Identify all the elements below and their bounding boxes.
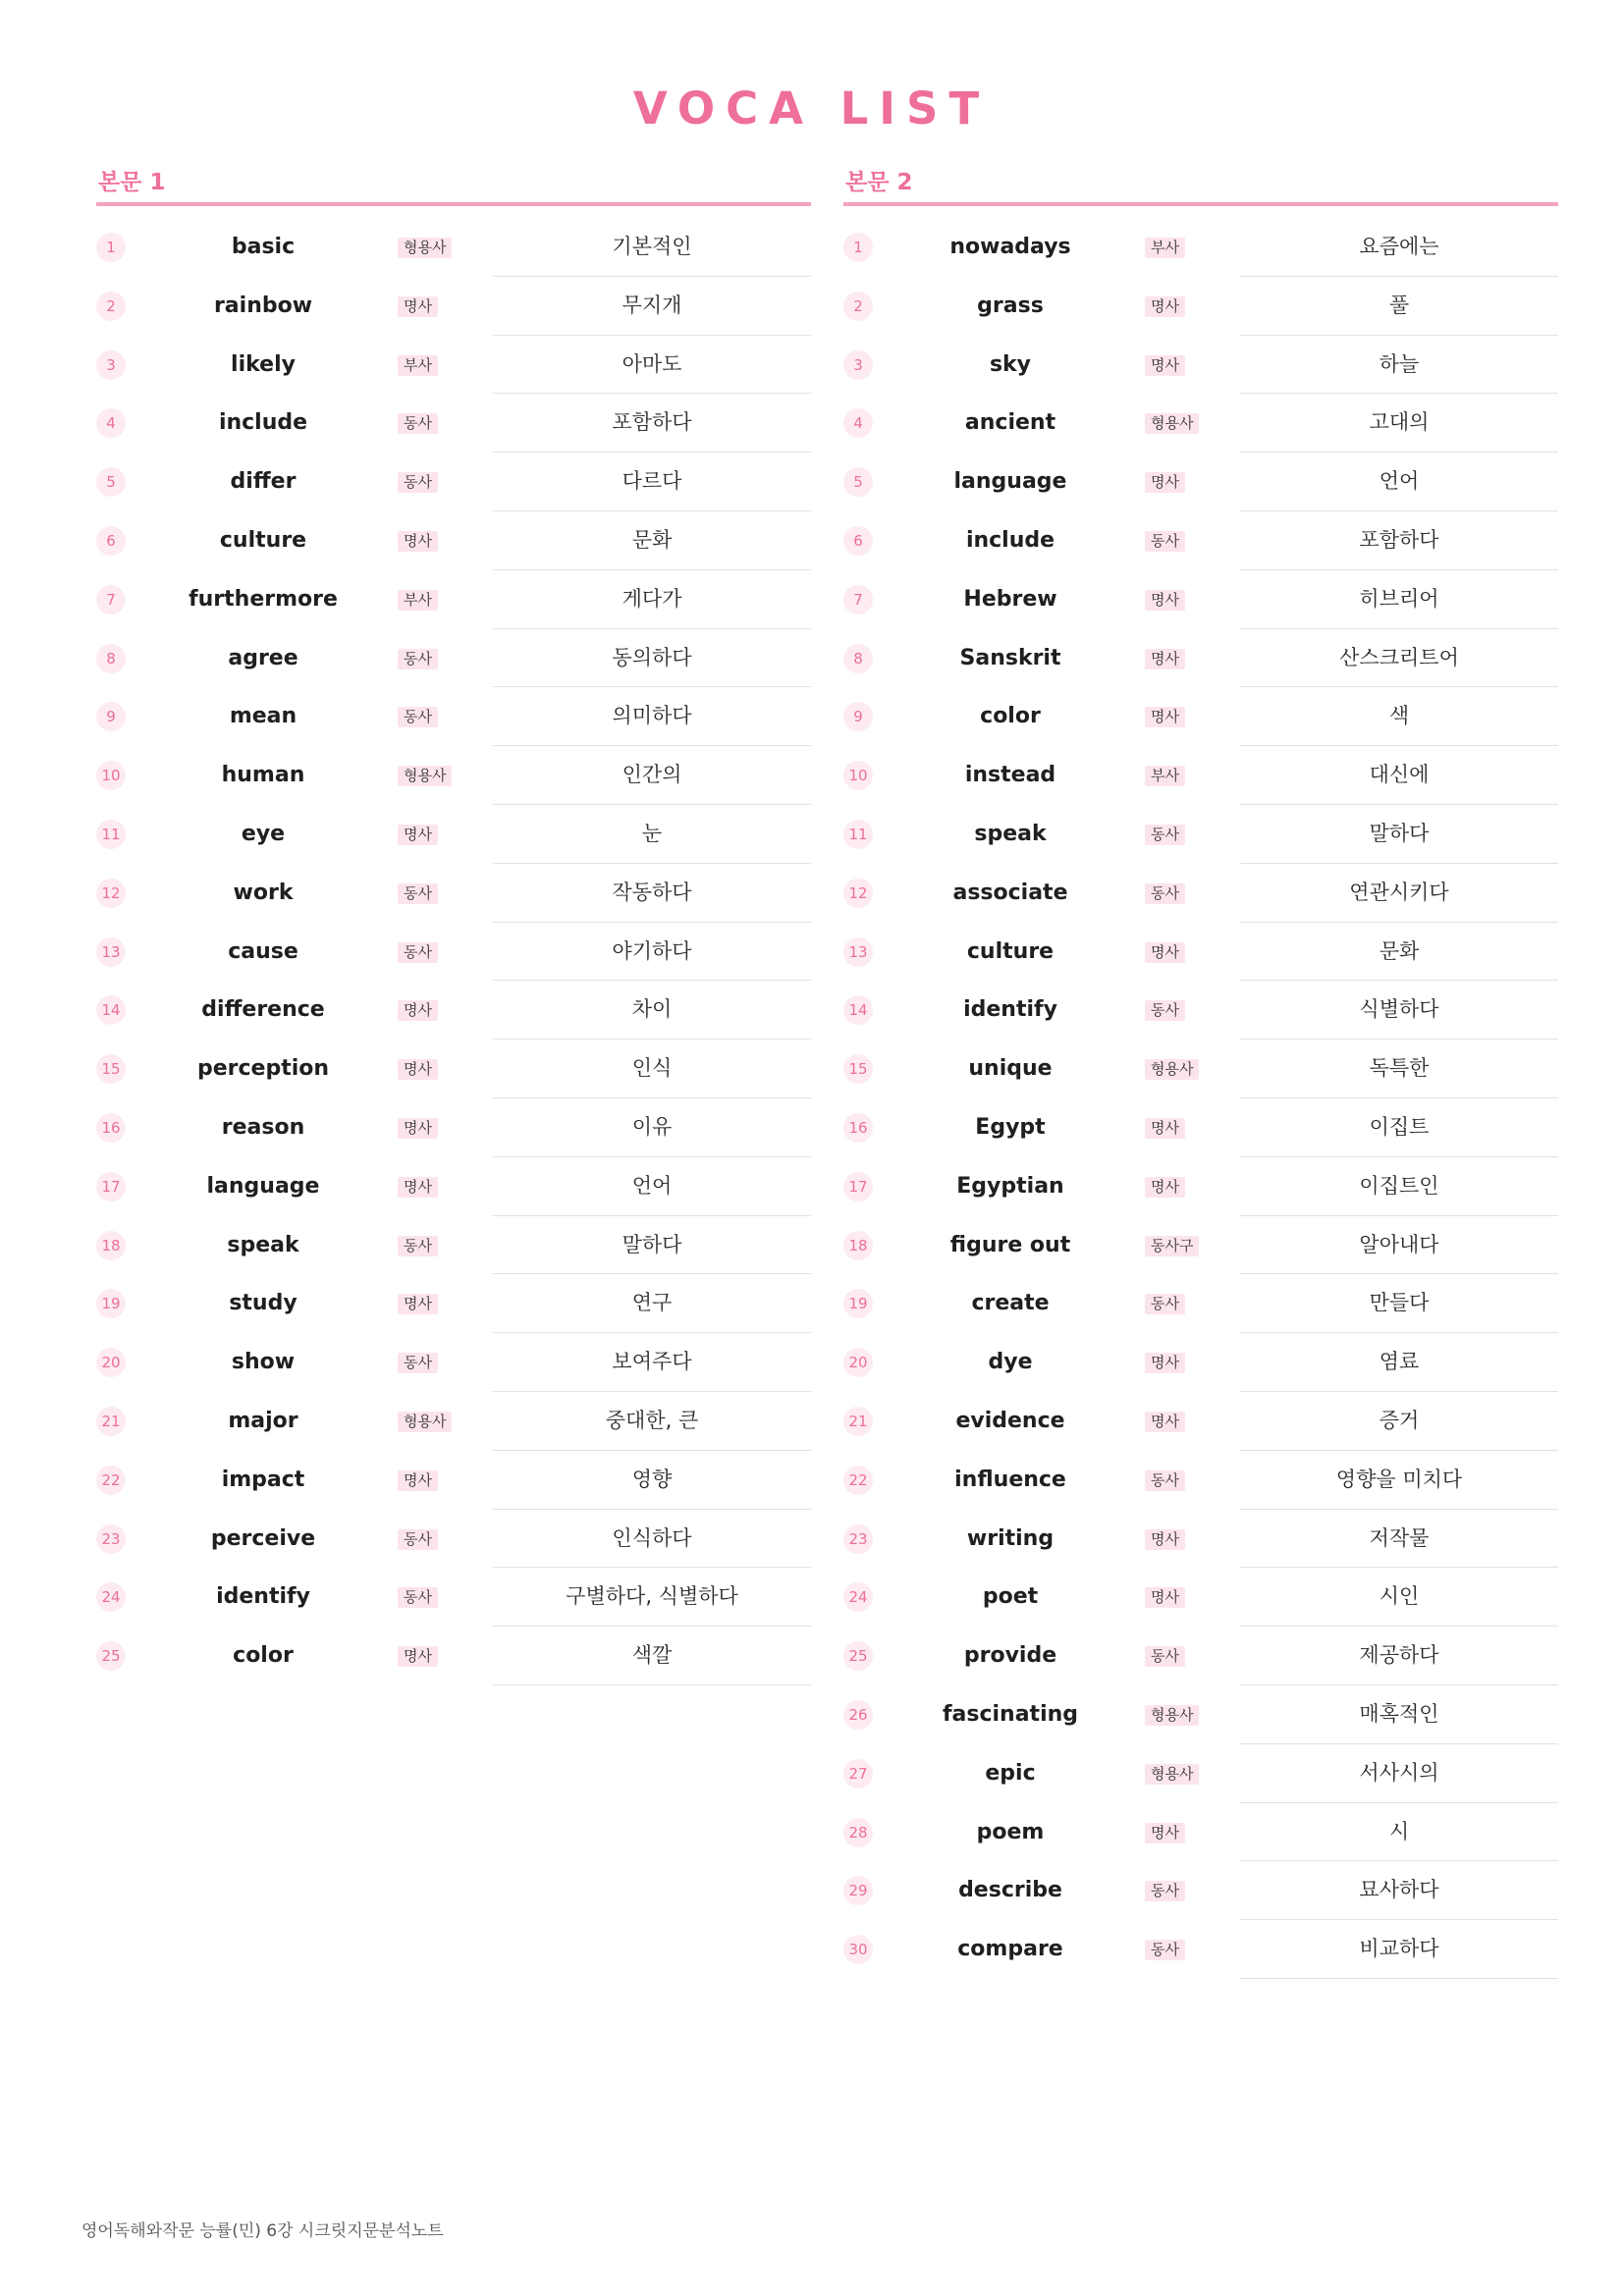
section-text-1 bbox=[96, 165, 811, 1685]
item-number: 7 bbox=[843, 585, 873, 614]
item-number: 24 bbox=[96, 1582, 126, 1612]
item-number: 1 bbox=[96, 233, 126, 262]
vocab-word: poem bbox=[976, 1819, 1045, 1844]
vocab-meaning: 증거 bbox=[1240, 1392, 1558, 1451]
vocab-row bbox=[843, 1744, 1558, 1803]
vocab-meaning: 동의하다 bbox=[493, 629, 811, 688]
part-of-speech-badge: 명사 bbox=[398, 1646, 438, 1667]
item-number: 23 bbox=[843, 1524, 873, 1554]
vocab-word: basic bbox=[231, 235, 296, 259]
item-number: 11 bbox=[843, 820, 873, 849]
part-of-speech-badge: 명사 bbox=[398, 531, 438, 552]
vocab-row bbox=[96, 394, 811, 453]
vocab-word: fascinating bbox=[942, 1701, 1079, 1727]
item-number: 22 bbox=[96, 1466, 126, 1495]
item-number: 2 bbox=[96, 292, 126, 321]
vocab-meaning: 무지개 bbox=[493, 277, 811, 336]
item-number: 7 bbox=[96, 585, 126, 614]
part-of-speech-badge: 명사 bbox=[1145, 1177, 1185, 1198]
part-of-speech-badge: 동사 bbox=[1145, 1000, 1185, 1021]
vocab-word: difference bbox=[201, 997, 325, 1023]
section-text-2 bbox=[843, 165, 1558, 1979]
part-of-speech-badge: 동사구 bbox=[1145, 1236, 1199, 1256]
vocab-row bbox=[843, 687, 1558, 746]
vocab-row bbox=[843, 923, 1558, 982]
vocab-row bbox=[96, 1157, 811, 1216]
item-number: 21 bbox=[96, 1407, 126, 1436]
vocab-row bbox=[843, 1685, 1558, 1744]
vocab-word: include bbox=[965, 527, 1055, 553]
part-of-speech-badge: 형용사 bbox=[398, 766, 452, 786]
part-of-speech-badge: 부사 bbox=[1145, 766, 1185, 786]
vocab-word: perceive bbox=[210, 1525, 316, 1551]
vocab-row bbox=[96, 1216, 811, 1275]
vocab-meaning: 대신에 bbox=[1240, 746, 1558, 805]
item-number: 29 bbox=[843, 1876, 873, 1905]
vocab-list bbox=[843, 218, 1558, 1979]
part-of-speech-badge: 동사 bbox=[398, 1236, 438, 1256]
vocab-row bbox=[843, 746, 1558, 805]
vocab-word: culture bbox=[219, 527, 307, 553]
vocab-row bbox=[843, 1568, 1558, 1627]
part-of-speech-badge: 동사 bbox=[398, 472, 438, 493]
vocab-meaning: 하늘 bbox=[1240, 336, 1558, 395]
vocab-row bbox=[96, 277, 811, 336]
vocab-meaning: 산스크리트어 bbox=[1240, 629, 1558, 688]
vocab-word: reason bbox=[221, 1114, 305, 1140]
part-of-speech-badge: 동사 bbox=[398, 1529, 438, 1550]
part-of-speech-badge: 명사 bbox=[1145, 355, 1185, 376]
vocab-row bbox=[843, 805, 1558, 864]
vocab-word: nowadays bbox=[949, 235, 1071, 259]
vocab-meaning: 만들다 bbox=[1240, 1274, 1558, 1333]
vocab-word: differ bbox=[230, 469, 297, 495]
item-number: 9 bbox=[843, 702, 873, 731]
vocab-word: Hebrew bbox=[963, 586, 1057, 612]
vocab-row bbox=[843, 511, 1558, 570]
vocab-word: speak bbox=[974, 821, 1047, 846]
vocab-word: ancient bbox=[964, 410, 1056, 436]
vocab-row bbox=[843, 570, 1558, 629]
vocab-word: create bbox=[971, 1291, 1050, 1316]
vocab-row bbox=[96, 1451, 811, 1510]
part-of-speech-badge: 부사 bbox=[1145, 238, 1185, 258]
vocab-word: language bbox=[953, 469, 1067, 495]
part-of-speech-badge: 동사 bbox=[1145, 1881, 1185, 1901]
part-of-speech-badge: 형용사 bbox=[398, 1412, 452, 1432]
item-number: 8 bbox=[96, 644, 126, 673]
vocab-meaning: 매혹적인 bbox=[1240, 1685, 1558, 1744]
part-of-speech-badge: 명사 bbox=[1145, 1118, 1185, 1139]
vocab-word: poet bbox=[982, 1584, 1039, 1610]
section-divider bbox=[843, 202, 1558, 206]
vocab-row bbox=[96, 687, 811, 746]
vocab-meaning: 야기하다 bbox=[493, 923, 811, 982]
item-number: 25 bbox=[843, 1641, 873, 1671]
vocab-row bbox=[96, 629, 811, 688]
vocab-row bbox=[843, 1098, 1558, 1157]
vocab-word: epic bbox=[985, 1760, 1036, 1786]
vocab-row bbox=[96, 1627, 811, 1685]
vocab-row bbox=[96, 218, 811, 277]
item-number: 17 bbox=[843, 1172, 873, 1201]
vocab-list bbox=[96, 218, 811, 1685]
vocab-meaning: 다르다 bbox=[493, 453, 811, 511]
item-number: 30 bbox=[843, 1935, 873, 1964]
vocab-row bbox=[96, 1040, 811, 1098]
vocab-meaning: 히브리어 bbox=[1240, 570, 1558, 629]
vocab-meaning: 염료 bbox=[1240, 1333, 1558, 1392]
item-number: 2 bbox=[843, 292, 873, 321]
item-number: 8 bbox=[843, 644, 873, 673]
vocab-meaning: 중대한, 큰 bbox=[493, 1392, 811, 1451]
vocab-word: writing bbox=[966, 1525, 1055, 1551]
vocab-row bbox=[96, 1568, 811, 1627]
vocab-row bbox=[843, 453, 1558, 511]
vocab-row bbox=[96, 981, 811, 1040]
vocab-meaning: 아마도 bbox=[493, 336, 811, 395]
vocab-meaning: 영향을 미치다 bbox=[1240, 1451, 1558, 1510]
vocab-word: unique bbox=[968, 1056, 1053, 1082]
vocab-word: figure out bbox=[949, 1232, 1071, 1257]
section-divider bbox=[96, 202, 811, 206]
item-number: 23 bbox=[96, 1524, 126, 1554]
part-of-speech-badge: 명사 bbox=[398, 825, 438, 845]
vocab-row bbox=[843, 1803, 1558, 1862]
part-of-speech-badge: 동사 bbox=[398, 649, 438, 669]
part-of-speech-badge: 동사 bbox=[1145, 1470, 1185, 1491]
vocab-row bbox=[843, 864, 1558, 923]
vocab-row bbox=[843, 1333, 1558, 1392]
vocab-word: perception bbox=[196, 1056, 330, 1082]
part-of-speech-badge: 명사 bbox=[1145, 1823, 1185, 1843]
vocab-row bbox=[843, 336, 1558, 395]
vocab-meaning: 제공하다 bbox=[1240, 1627, 1558, 1685]
vocab-meaning: 의미하다 bbox=[493, 687, 811, 746]
vocab-meaning: 문화 bbox=[1240, 923, 1558, 982]
vocab-row bbox=[843, 1627, 1558, 1685]
part-of-speech-badge: 명사 bbox=[1145, 472, 1185, 493]
item-number: 24 bbox=[843, 1582, 873, 1612]
item-number: 26 bbox=[843, 1700, 873, 1730]
vocab-row bbox=[843, 1274, 1558, 1333]
part-of-speech-badge: 명사 bbox=[398, 1118, 438, 1139]
part-of-speech-badge: 동사 bbox=[398, 883, 438, 904]
item-number: 15 bbox=[96, 1054, 126, 1084]
part-of-speech-badge: 명사 bbox=[398, 296, 438, 317]
vocab-word: culture bbox=[966, 938, 1055, 964]
vocab-word: provide bbox=[963, 1643, 1057, 1669]
vocab-word: likely bbox=[231, 351, 296, 377]
item-number: 17 bbox=[96, 1172, 126, 1201]
vocab-meaning: 차이 bbox=[493, 981, 811, 1040]
vocab-word: speak bbox=[227, 1232, 299, 1257]
part-of-speech-badge: 명사 bbox=[1145, 590, 1185, 611]
vocab-word: work bbox=[233, 880, 294, 905]
vocab-row bbox=[96, 864, 811, 923]
vocab-meaning: 시 bbox=[1240, 1803, 1558, 1862]
vocab-meaning: 이집트인 bbox=[1240, 1157, 1558, 1216]
vocab-meaning: 영향 bbox=[493, 1451, 811, 1510]
vocab-meaning: 저작물 bbox=[1240, 1510, 1558, 1569]
vocab-meaning: 작동하다 bbox=[493, 864, 811, 923]
vocab-meaning: 식별하다 bbox=[1240, 981, 1558, 1040]
part-of-speech-badge: 명사 bbox=[398, 1177, 438, 1198]
item-number: 27 bbox=[843, 1759, 873, 1789]
vocab-meaning: 이유 bbox=[493, 1098, 811, 1157]
vocab-meaning: 인간의 bbox=[493, 746, 811, 805]
vocab-meaning: 비교하다 bbox=[1240, 1920, 1558, 1979]
part-of-speech-badge: 형용사 bbox=[1145, 1764, 1199, 1785]
page-title: VOCA LIST bbox=[632, 82, 991, 134]
part-of-speech-badge: 동사 bbox=[398, 1353, 438, 1373]
vocab-row bbox=[843, 1157, 1558, 1216]
vocab-meaning: 구별하다, 식별하다 bbox=[493, 1568, 811, 1627]
item-number: 20 bbox=[96, 1348, 126, 1377]
item-number: 3 bbox=[96, 350, 126, 380]
vocab-row bbox=[96, 570, 811, 629]
item-number: 6 bbox=[96, 526, 126, 556]
vocab-word: color bbox=[233, 1643, 294, 1669]
part-of-speech-badge: 명사 bbox=[1145, 1587, 1185, 1608]
item-number: 5 bbox=[96, 467, 126, 497]
part-of-speech-badge: 명사 bbox=[1145, 707, 1185, 727]
item-number: 14 bbox=[843, 995, 873, 1025]
vocab-row bbox=[96, 805, 811, 864]
vocab-word: major bbox=[228, 1408, 298, 1433]
part-of-speech-badge: 부사 bbox=[398, 590, 438, 611]
item-number: 4 bbox=[843, 408, 873, 438]
vocab-meaning: 말하다 bbox=[1240, 805, 1558, 864]
vocab-meaning: 알아내다 bbox=[1240, 1216, 1558, 1275]
vocab-row bbox=[96, 511, 811, 570]
vocab-row bbox=[843, 1861, 1558, 1920]
item-number: 18 bbox=[96, 1231, 126, 1260]
vocab-word: grass bbox=[977, 293, 1044, 318]
part-of-speech-badge: 동사 bbox=[398, 1587, 438, 1608]
part-of-speech-badge: 동사 bbox=[1145, 1646, 1185, 1667]
item-number: 3 bbox=[843, 350, 873, 380]
vocab-row bbox=[96, 453, 811, 511]
section-heading: 본문 2 bbox=[845, 170, 913, 195]
part-of-speech-badge: 형용사 bbox=[398, 238, 452, 258]
item-number: 12 bbox=[96, 879, 126, 908]
part-of-speech-badge: 동사 bbox=[398, 413, 438, 434]
vocab-meaning: 독특한 bbox=[1240, 1040, 1558, 1098]
vocab-row bbox=[843, 394, 1558, 453]
vocab-row bbox=[843, 1216, 1558, 1275]
vocab-meaning: 언어 bbox=[1240, 453, 1558, 511]
part-of-speech-badge: 형용사 bbox=[1145, 413, 1199, 434]
vocab-word: identify bbox=[963, 997, 1057, 1023]
part-of-speech-badge: 명사 bbox=[398, 1294, 438, 1314]
item-number: 9 bbox=[96, 702, 126, 731]
vocab-row bbox=[843, 1920, 1558, 1979]
vocab-row bbox=[843, 981, 1558, 1040]
part-of-speech-badge: 명사 bbox=[1145, 1353, 1185, 1373]
part-of-speech-badge: 명사 bbox=[1145, 1412, 1185, 1432]
vocab-meaning: 게다가 bbox=[493, 570, 811, 629]
vocab-word: language bbox=[206, 1173, 320, 1199]
vocab-meaning: 포함하다 bbox=[493, 394, 811, 453]
part-of-speech-badge: 부사 bbox=[398, 355, 438, 376]
vocab-meaning: 문화 bbox=[493, 511, 811, 570]
vocab-row bbox=[843, 629, 1558, 688]
vocab-word: associate bbox=[952, 880, 1068, 905]
vocab-word: sky bbox=[989, 351, 1032, 377]
vocab-word: influence bbox=[954, 1467, 1066, 1492]
vocab-row bbox=[96, 923, 811, 982]
item-number: 11 bbox=[96, 820, 126, 849]
vocab-row bbox=[96, 1333, 811, 1392]
section-heading: 본문 1 bbox=[98, 170, 166, 195]
vocab-word: Sanskrit bbox=[959, 645, 1061, 670]
item-number: 15 bbox=[843, 1054, 873, 1084]
item-number: 21 bbox=[843, 1407, 873, 1436]
item-number: 13 bbox=[843, 937, 873, 967]
vocab-meaning: 묘사하다 bbox=[1240, 1861, 1558, 1920]
vocab-row bbox=[843, 1510, 1558, 1569]
vocab-row bbox=[843, 1040, 1558, 1098]
vocab-meaning: 기본적인 bbox=[493, 218, 811, 277]
part-of-speech-badge: 명사 bbox=[1145, 296, 1185, 317]
item-number: 1 bbox=[843, 233, 873, 262]
part-of-speech-badge: 형용사 bbox=[1145, 1705, 1199, 1726]
part-of-speech-badge: 명사 bbox=[1145, 649, 1185, 669]
part-of-speech-badge: 동사 bbox=[1145, 1940, 1185, 1960]
item-number: 14 bbox=[96, 995, 126, 1025]
vocab-word: furthermore bbox=[189, 586, 338, 612]
vocab-word: color bbox=[980, 704, 1041, 729]
vocab-word: compare bbox=[957, 1937, 1063, 1962]
item-number: 16 bbox=[843, 1113, 873, 1143]
vocab-word: dye bbox=[988, 1350, 1033, 1375]
vocab-meaning: 보여주다 bbox=[493, 1333, 811, 1392]
vocab-word: include bbox=[218, 410, 308, 436]
vocab-meaning: 요즘에는 bbox=[1240, 218, 1558, 277]
item-number: 12 bbox=[843, 879, 873, 908]
part-of-speech-badge: 명사 bbox=[398, 1470, 438, 1491]
vocab-row bbox=[96, 746, 811, 805]
item-number: 19 bbox=[843, 1289, 873, 1318]
footer-text: 영어독해와작문 능률(민) 6강 시크릿지문분석노트 bbox=[81, 2221, 444, 2241]
vocab-row bbox=[843, 1392, 1558, 1451]
vocab-word: agree bbox=[228, 645, 298, 670]
item-number: 28 bbox=[843, 1818, 873, 1847]
vocab-word: study bbox=[229, 1291, 298, 1316]
vocab-word: describe bbox=[958, 1878, 1062, 1903]
part-of-speech-badge: 명사 bbox=[398, 1059, 438, 1080]
vocab-meaning: 색 bbox=[1240, 687, 1558, 746]
part-of-speech-badge: 동사 bbox=[398, 707, 438, 727]
item-number: 25 bbox=[96, 1641, 126, 1671]
vocab-word: human bbox=[221, 763, 305, 788]
part-of-speech-badge: 형용사 bbox=[1145, 1059, 1199, 1080]
vocab-meaning: 인식 bbox=[493, 1040, 811, 1098]
item-number: 4 bbox=[96, 408, 126, 438]
vocab-row bbox=[96, 1392, 811, 1451]
part-of-speech-badge: 동사 bbox=[1145, 825, 1185, 845]
part-of-speech-badge: 동사 bbox=[1145, 531, 1185, 552]
vocab-word: cause bbox=[228, 938, 298, 964]
vocab-meaning: 이집트 bbox=[1240, 1098, 1558, 1157]
vocab-word: mean bbox=[229, 704, 298, 729]
vocab-meaning: 포함하다 bbox=[1240, 511, 1558, 570]
vocab-word: identify bbox=[216, 1584, 310, 1610]
vocab-word: instead bbox=[964, 763, 1056, 788]
item-number: 20 bbox=[843, 1348, 873, 1377]
item-number: 16 bbox=[96, 1113, 126, 1143]
item-number: 5 bbox=[843, 467, 873, 497]
vocab-meaning: 연관시키다 bbox=[1240, 864, 1558, 923]
part-of-speech-badge: 명사 bbox=[1145, 942, 1185, 963]
vocab-row bbox=[96, 1510, 811, 1569]
vocab-row bbox=[96, 1098, 811, 1157]
part-of-speech-badge: 동사 bbox=[398, 942, 438, 963]
vocab-row bbox=[843, 218, 1558, 277]
part-of-speech-badge: 명사 bbox=[1145, 1529, 1185, 1550]
vocab-meaning: 연구 bbox=[493, 1274, 811, 1333]
vocab-word: Egyptian bbox=[956, 1173, 1064, 1199]
vocab-meaning: 색깔 bbox=[493, 1627, 811, 1685]
item-number: 22 bbox=[843, 1466, 873, 1495]
part-of-speech-badge: 동사 bbox=[1145, 1294, 1185, 1314]
vocab-row bbox=[96, 1274, 811, 1333]
vocab-word: rainbow bbox=[213, 293, 313, 318]
vocab-row bbox=[96, 336, 811, 395]
item-number: 18 bbox=[843, 1231, 873, 1260]
vocab-meaning: 인식하다 bbox=[493, 1510, 811, 1569]
item-number: 6 bbox=[843, 526, 873, 556]
part-of-speech-badge: 동사 bbox=[1145, 883, 1185, 904]
vocab-word: eye bbox=[241, 821, 286, 846]
vocab-word: impact bbox=[221, 1467, 305, 1492]
item-number: 19 bbox=[96, 1289, 126, 1318]
vocab-meaning: 시인 bbox=[1240, 1568, 1558, 1627]
vocab-meaning: 풀 bbox=[1240, 277, 1558, 336]
vocab-meaning: 말하다 bbox=[493, 1216, 811, 1275]
vocab-word: Egypt bbox=[975, 1114, 1046, 1140]
vocab-word: evidence bbox=[955, 1408, 1065, 1433]
vocab-meaning: 언어 bbox=[493, 1157, 811, 1216]
item-number: 10 bbox=[96, 761, 126, 790]
vocab-meaning: 서사시의 bbox=[1240, 1744, 1558, 1803]
vocab-row bbox=[843, 1451, 1558, 1510]
part-of-speech-badge: 명사 bbox=[398, 1000, 438, 1021]
item-number: 13 bbox=[96, 937, 126, 967]
vocab-word: show bbox=[231, 1350, 296, 1375]
vocab-meaning: 눈 bbox=[493, 805, 811, 864]
vocab-row bbox=[843, 277, 1558, 336]
item-number: 10 bbox=[843, 761, 873, 790]
vocab-meaning: 고대의 bbox=[1240, 394, 1558, 453]
